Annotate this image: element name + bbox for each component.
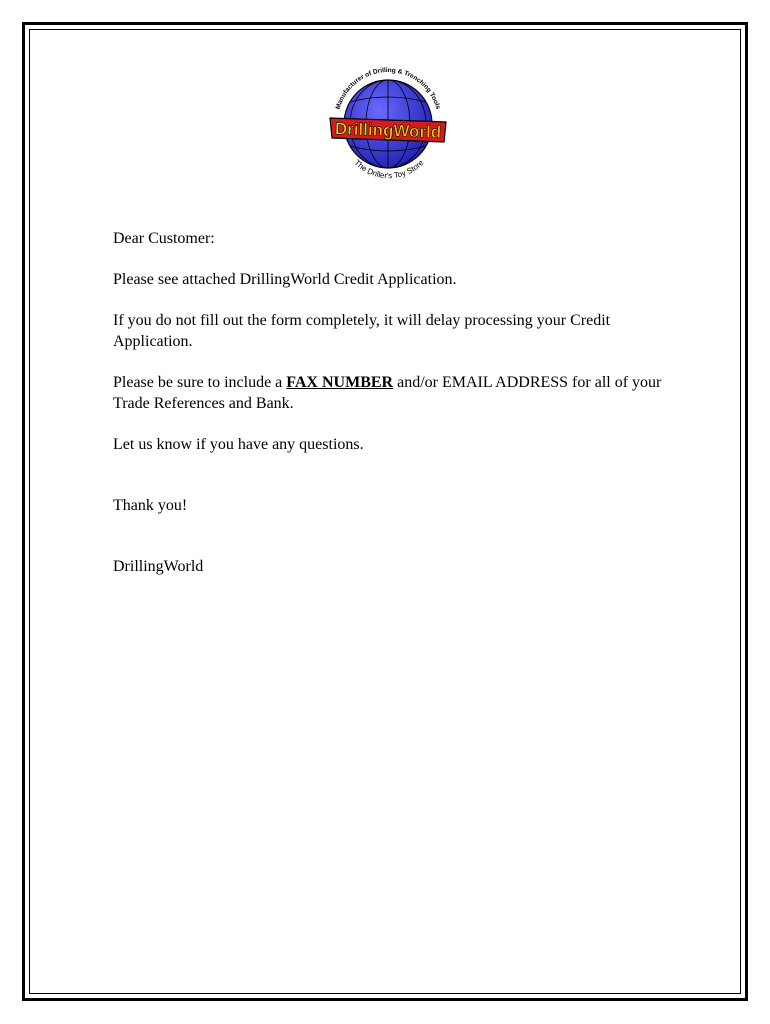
letter-signature: DrillingWorld — [113, 558, 204, 575]
logo-top-arc-text: Manufacturer of Drilling & Trenching Tools — [334, 66, 442, 111]
logo-bottom-arc-text: The Driller's Toy Store — [352, 158, 426, 181]
para3-after: and/or EMAIL ADDRESS for all of your Trade References and Bank. — [113, 374, 662, 412]
para3-before: Please be sure to include a — [113, 374, 287, 391]
letter-paragraph-4: Let us know if you have any questions. — [113, 436, 364, 453]
letter-greeting: Dear Customer: — [113, 230, 215, 247]
letter-body — [113, 228, 673, 597]
fax-number-emphasis: FAX NUMBER — [286, 374, 394, 391]
letter-paragraph-2: If you do not fill out the form completely, it will delay processing your Credit Application. — [113, 312, 611, 350]
logo-brand-text: DrillingWorld — [334, 119, 442, 142]
letter-closing: Thank you! — [113, 497, 188, 514]
letter-paragraph-1: Please see attached DrillingWorld Credit Application. — [113, 271, 457, 288]
letter-paragraph-3 — [113, 372, 673, 414]
globe-logo-icon — [318, 62, 458, 192]
drillingworld-logo — [318, 62, 458, 192]
